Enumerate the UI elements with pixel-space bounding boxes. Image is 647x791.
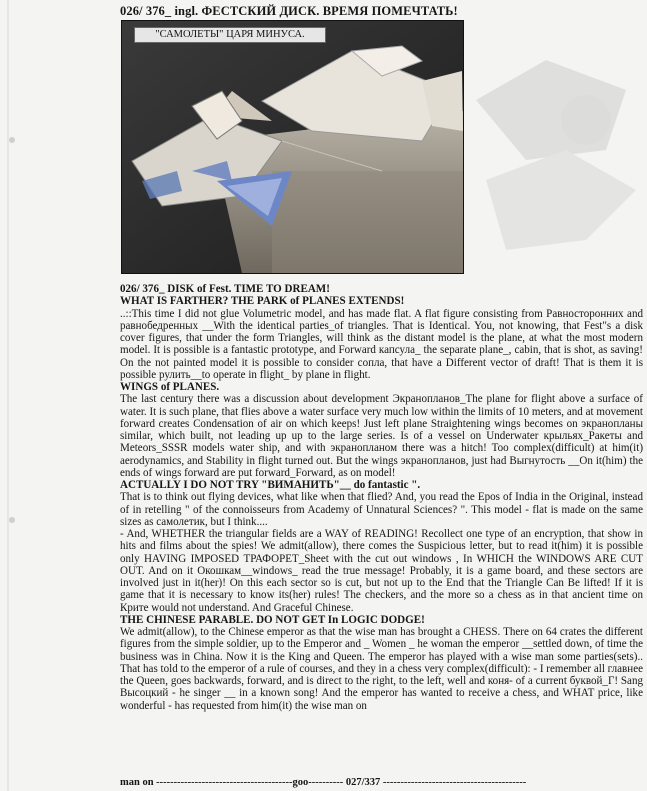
article-paragraph-2: The last century there was a discussion about development Экранопланов_The plane for flight above a surface of water. It is such plane, that flies above a water surface very much low within the limits of 10 meters, and at movement forward creates Condensation of air on which keeps! Just left plane Straightening wings becomes on экранопланы similar, which built, not leading up up to the large series. Is of a vessel on Underwater крыльях_Ракеты and Meteors_SSSR models water ship, and with экранопланом there was a hitch! Too complex(difficult) at him(it) aerodynamics, and Stability in flight turned out. But the wings экранопланов, just had Выгнутость __On it(him) the ends of wings forward are put forward_Forward, as on model! <box>120 393 643 479</box>
article-heading-disk: 026/ 376_ DISK of Fest. TIME TO DREAM! <box>120 283 330 295</box>
article-body <box>120 283 643 712</box>
article-heading-park: WHAT IS FARTHER? THE PARK of PLANES EXTENDS! <box>120 295 405 308</box>
article-heading-vimanit: ACTUALLY I DO NOT TRY "ВИМАНИТЬ"__ do fantastic ". <box>120 479 421 491</box>
article-heading-chinese-parable: THE CHINESE PARABLE. DO NOT GET In LOGIC DODGE! <box>120 613 425 626</box>
scan-edge-marks <box>2 0 22 791</box>
faded-watermark-image <box>466 40 641 270</box>
paper-planes-photo <box>121 20 464 274</box>
page-header: 026/ 376_ ingl. ФЕСТСКИЙ ДИСК. ВРЕМЯ ПОМЕЧТАТЬ! <box>120 4 458 18</box>
article-paragraph-4: - And, WHETHER the triangular fields are a WAY of READING! Recollect one type of an encryption, that show in hits and films about the spies! We admit(allow), there comes the Suspicious letter, but to read it(him) it is possible only HAVING IMPOSED ТРАФОРЕТ_Sheet with the cut out windows , In WHICH the WINDOWS ARE CUT OUT. And on it Окошкам__windows_ read the true message! Probably, it is a game board, and these sectors are involved just in it(her)! On this each sector so is cut, but not up to the End that the Triangle Can Be lifted! If it is game that it is necessary to know its(her) rules! The checkers, and the more so a chess as in that ancient time on Крите would not understand. And Graceful Chinese. <box>120 528 643 614</box>
article-paragraph-1: ..::This time I did not glue Volumetric model, and has made flat. A flat figure consisting from Равносторонних and равнобедренных __With the identical parties_of triangles. That is Identical. You, not knowing, that Fest"s a disk cover figures, that under the form Triangles, will think as the distant model is the plane, at what the most modern model. It is possible is a fantastic prototype, and Forward капсула_ the separate plane_, cabin, that is shot, as saving! On the not painted model it is possible to consider сопла, that have a Different vector of draft! That is them it is possible рулить__to operate in flight_ by plane in flight. <box>120 307 643 381</box>
photo-illustration <box>122 21 463 273</box>
photo-caption: "САМОЛЕТЫ" ЦАРЯ МИНУСА. <box>134 27 326 43</box>
article-heading-wings: WINGS of PLANES. <box>120 381 220 393</box>
page-footer: man on ---------------------------------------goo---------- 027/337 ----------------------------------------- <box>120 777 527 788</box>
article-paragraph-3: That is to think out flying devices, what like when that flied? And, you read the Epos of India in the Original, instead of in retelling " of the connoisseurs from Academy of Unnatural Sciences? ". This model - flat is made on the same sizes as самолетик, but I think.... <box>120 491 643 528</box>
article-paragraph-5: We admit(allow), to the Chinese emperor as that the wise man has brought a CHESS. There on 64 crates the different figures from the simple soldier, up to the Emperor and _ Women _ he woman the emperor __settled down, of time the business was in China. Now it is the King and Queen. The emperor has played with a wise man some parties(sets).. That has told to the emperor of a rule of courses, and they in a chess very complex(difficult): - I remember all главнее the Queen, goes backwards, forward, and is direct to the right, to the left, well and коня- of a current буквой_Г! Sang Высоцкий - he singer __ in a known song! And the emperor has wanted to receive a chess, and WHAT price, like wonderful - has requested from him(it) the wise man on <box>120 626 643 712</box>
